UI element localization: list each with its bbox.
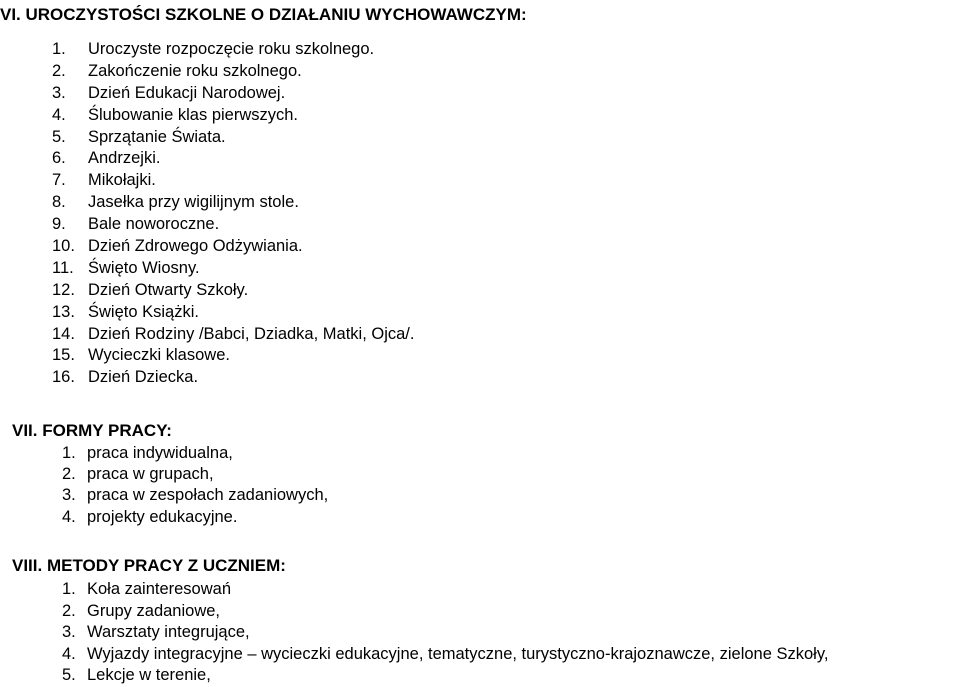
list-item [52, 61, 414, 83]
item-number: 15. [52, 346, 75, 365]
item-number: 3. [62, 486, 76, 505]
item-number: 13. [52, 302, 75, 321]
item-number: 4. [62, 644, 76, 663]
list-item [52, 258, 414, 280]
item-text: Warsztaty integrujące, [87, 623, 250, 641]
item-text: Dzień Edukacji Narodowej. [88, 83, 286, 102]
list-item [62, 644, 828, 666]
list-item [52, 280, 414, 302]
item-text: Uroczyste rozpoczęcie roku szkolnego. [88, 40, 375, 58]
item-number: 5. [52, 127, 66, 146]
item-number: 2. [52, 61, 66, 80]
item-number: 8. [52, 193, 66, 212]
item-number: 3. [62, 623, 76, 641]
item-number: 6. [52, 149, 66, 168]
item-text: Jasełka przy wigilijnym stole. [88, 193, 299, 212]
item-text: praca w zespołach zadaniowych, [87, 486, 329, 505]
item-number: 11. [52, 258, 74, 277]
list-item [52, 83, 414, 105]
item-text: Ślubowanie klas pierwszych. [88, 105, 299, 124]
list-item [52, 105, 414, 127]
list-item [52, 127, 414, 149]
item-text: Wyjazdy integracyjne – wycieczki edukacyjne, tematyczne, turystyczno-krajoznawcze, zielone Szkoły, [87, 644, 829, 663]
section-6-heading: VI. UROCZYSTOŚCI SZKOLNE O DZIAŁANIU WYCHOWAWCZYM: [0, 5, 527, 24]
item-text: Mikołajki. [88, 171, 156, 190]
item-text: praca w grupach, [87, 465, 214, 484]
list-item [52, 148, 414, 170]
item-number: 2. [62, 601, 76, 620]
item-text: Grupy zadaniowe, [87, 601, 220, 620]
item-number: 12. [52, 280, 75, 299]
item-number: 5. [62, 666, 76, 684]
list-item [62, 443, 328, 464]
item-number: 4. [52, 105, 66, 124]
item-text: Dzień Otwarty Szkoły. [88, 280, 249, 299]
list-item [52, 192, 414, 214]
list-item [52, 236, 414, 258]
item-text: Sprzątanie Świata. [88, 127, 226, 146]
item-text: Lekcje w terenie, [87, 666, 211, 684]
item-number: 14. [52, 324, 75, 343]
item-text: Koła zainteresowań [87, 580, 232, 598]
list-item [52, 345, 414, 367]
item-text: Andrzejki. [88, 149, 161, 168]
list-item [52, 324, 414, 346]
item-text: praca indywidualna, [87, 444, 233, 462]
item-text: Bale noworoczne. [88, 215, 220, 234]
section-7-heading: VII. FORMY PRACY: [12, 421, 172, 440]
item-text: projekty edukacyjne. [87, 507, 238, 526]
list-item [52, 367, 414, 389]
item-number: 1. [62, 444, 76, 462]
item-text: Dzień Zdrowego Odżywiania. [88, 237, 303, 256]
list-item [62, 507, 328, 528]
section-8-heading: VIII. METODY PRACY Z UCZNIEM: [12, 556, 286, 575]
item-text: Dzień Dziecka. [88, 368, 199, 387]
item-number: 16. [52, 368, 75, 387]
list-item [62, 464, 328, 485]
list-item [52, 214, 414, 236]
item-text: Dzień Rodziny /Babci, Dziadka, Matki, Ojca/. [88, 324, 415, 343]
work-forms-list [62, 443, 328, 528]
teaching-methods-list [62, 579, 828, 687]
item-number: 7. [52, 171, 66, 190]
list-item [62, 622, 828, 644]
item-number: 3. [52, 83, 66, 102]
item-number: 2. [62, 465, 76, 484]
list-item [52, 170, 414, 192]
school-celebrations-list [52, 39, 414, 389]
list-item [62, 601, 828, 623]
list-item [52, 39, 414, 61]
item-text: Święto Książki. [88, 302, 199, 321]
list-item [62, 485, 328, 506]
item-number: 9. [52, 215, 66, 234]
item-number: 4. [62, 507, 76, 526]
item-number: 10. [52, 237, 75, 256]
item-number: 1. [52, 40, 66, 58]
item-number: 1. [62, 580, 76, 598]
item-text: Święto Wiosny. [88, 258, 200, 277]
list-item [62, 665, 828, 687]
item-text: Zakończenie roku szkolnego. [88, 61, 302, 80]
list-item [52, 302, 414, 324]
list-item [62, 579, 828, 601]
item-text: Wycieczki klasowe. [88, 346, 230, 365]
